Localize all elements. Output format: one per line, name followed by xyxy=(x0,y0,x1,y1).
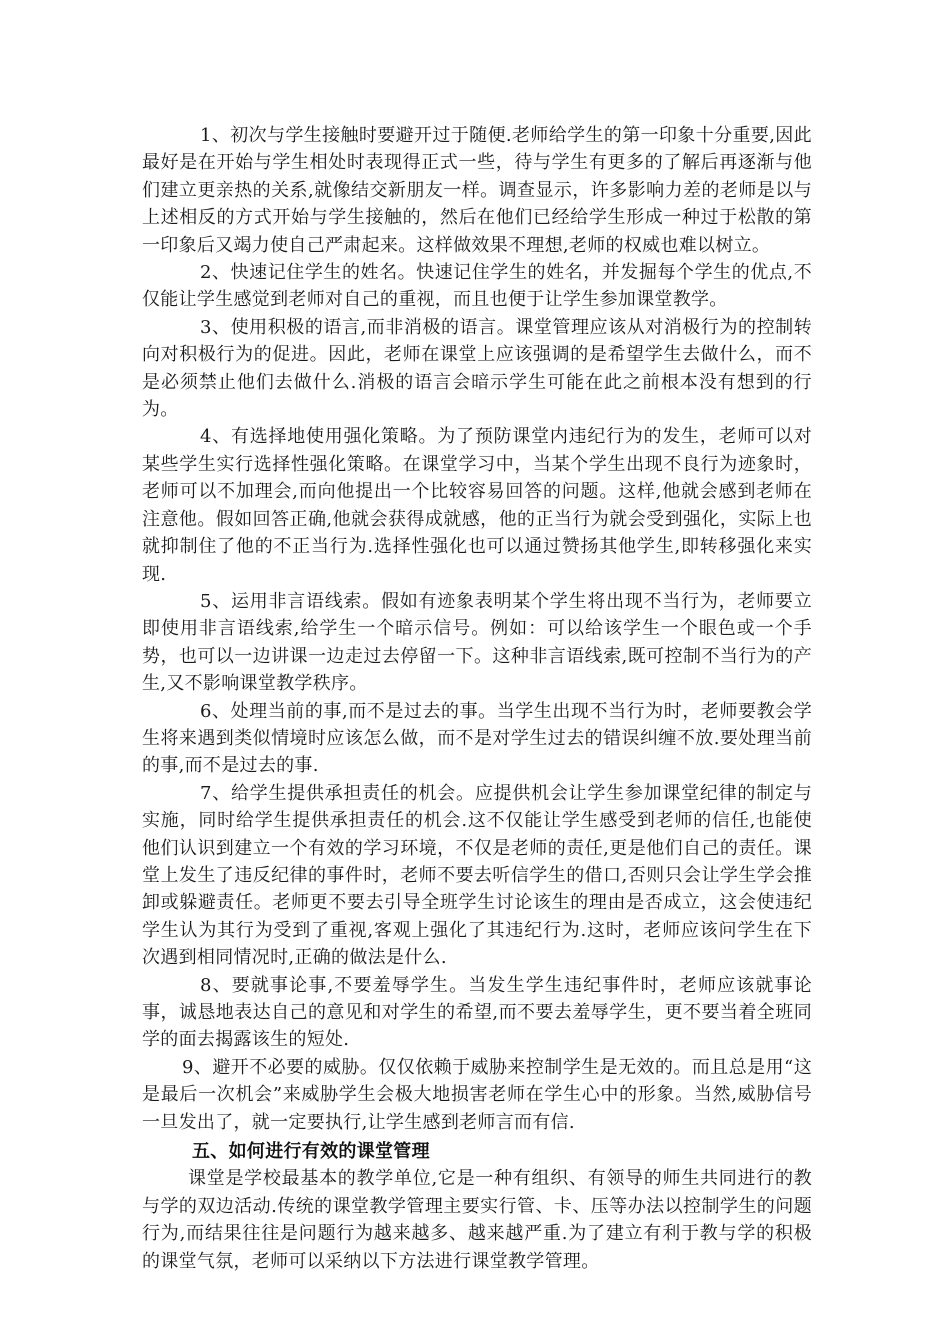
paragraph-4: 4、有选择地使用强化策略。为了预防课堂内违纪行为的发生，老师可以对某些学生实行选择性强化策略。在课堂学习中，当某个学生出现不良行为迹象时，老师可以不加理会,而向他提出一个比较容易回答的问题。这样,他就会感到老师在注意他。假如回答正确,他就会获得成就感，他的正当行为就会受到强化，实际上也就抑制住了他的不正当行为.选择性强化也可以通过赞扬其他学生,即转移强化来实现. xyxy=(142,426,812,585)
paragraph-6: 6、处理当前的事,而不是过去的事。当学生出现不当行为时，老师要教会学生将来遇到类似情境时应该怎么做，而不是对学生过去的错误纠缠不放.要处理当前的事,而不是过去的事. xyxy=(142,700,812,777)
paragraph-2: 2、快速记住学生的姓名。快速记住学生的姓名，并发掘每个学生的优点,不仅能让学生感觉到老师对自己的重视，而且也便于让学生参加课堂教学。 xyxy=(142,262,812,311)
paragraph-5: 5、运用非言语线索。假如有迹象表明某个学生将出现不当行为，老师要立即使用非言语线索,给学生一个暗示信号。例如：可以给该学生一个眼色或一个手势，也可以一边讲课一边走过去停留一下。这种非言语线索,既可控制不当行为的产生,又不影响课堂教学秩序。 xyxy=(142,590,812,695)
document-page xyxy=(142,122,812,1275)
paragraph-3: 3、使用积极的语言,而非消极的语言。课堂管理应该从对消极行为的控制转向对积极行为的促进。因此，老师在课堂上应该强调的是希望学生去做什么，而不是必须禁止他们去做什么.消极的语言会暗示学生可能在此之前根本没有想到的行为。 xyxy=(142,316,812,421)
paragraph-9: 9、避开不必要的威胁。仅仅依赖于威胁来控制学生是无效的。而且总是用“这是最后一次机会”来威胁学生会极大地损害老师在学生心中的形象。当然,威胁信号一旦发出了，就一定要执行,让学生感到老师言而有信. xyxy=(142,1056,812,1133)
section-paragraph: 课堂是学校最基本的教学单位,它是一种有组织、有领导的师生共同进行的教与学的双边活动.传统的课堂教学管理主要实行管、卡、压等办法以控制学生的问题行为,而结果往往是问题行为越来越多、越来越严重.为了建立有利于教与学的积极的课堂气氛，老师可以采纳以下方法进行课堂教学管理。 xyxy=(142,1168,812,1272)
paragraph-7: 7、给学生提供承担责任的机会。应提供机会让学生参加课堂纪律的制定与实施，同时给学生提供承担责任的机会.这不仅能让学生感受到老师的信任,也能使他们认识到建立一个有效的学习环境，不仅是老师的责任,更是他们自己的责任。课堂上发生了违反纪律的事件时，老师不要去听信学生的借口,否则只会让学生学会推卸或躲避责任。老师更不要去引导全班学生讨论该生的理由是否成立，这会使违纪学生认为其行为受到了重视,客观上强化了其违纪行为.这时，老师应该问学生在下次遇到相同情况时,正确的做法是什么. xyxy=(142,782,812,969)
paragraph-8: 8、要就事论事,不要羞辱学生。当发生学生违纪事件时，老师应该就事论事，诚恳地表达自己的意见和对学生的希望,而不要去羞辱学生，更不要当着全班同学的面去揭露该生的短处. xyxy=(142,974,812,1051)
section-heading: 五、如何进行有效的课堂管理 xyxy=(192,1141,430,1163)
paragraph-1: 1、初次与学生接触时要避开过于随便.老师给学生的第一印象十分重要,因此最好是在开始与学生相处时表现得正式一些，待与学生有更多的了解后再逐渐与他们建立更亲热的关系,就像结交新朋友一样。调查显示，许多影响力差的老师是以与上述相反的方式开始与学生接触的，然后在他们已经给学生形成一种过于松散的第一印象后又竭力使自己严肃起来。这样做效果不理想,老师的权威也难以树立。 xyxy=(142,125,812,256)
